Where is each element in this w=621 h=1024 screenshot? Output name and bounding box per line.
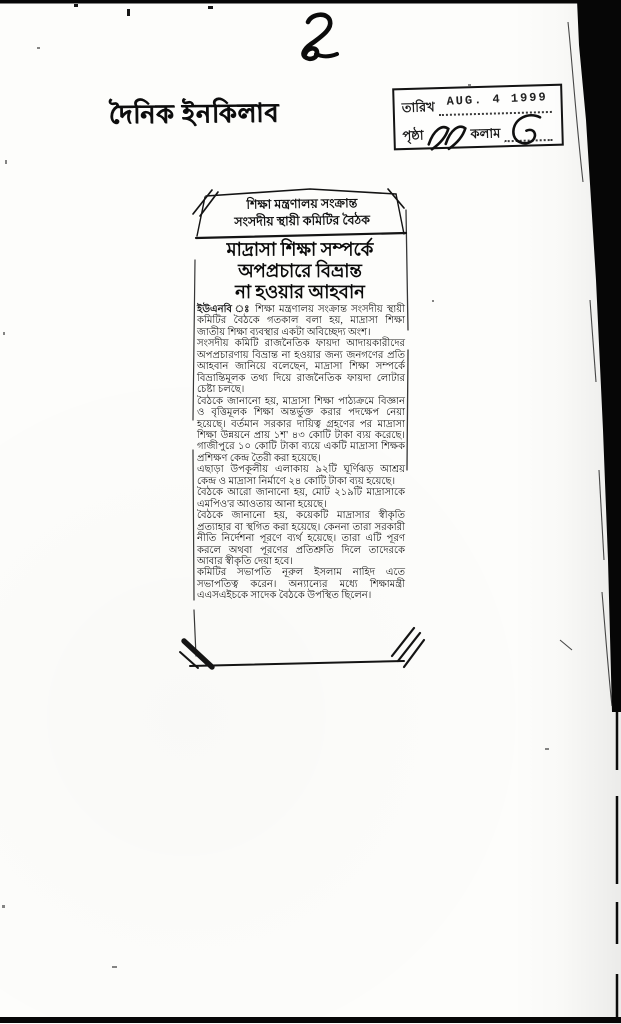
scan-speck — [37, 47, 40, 49]
scan-speck — [2, 905, 5, 908]
article-paragraph: সংসদীয় কমিটি রাজনৈতিক ফায়দা আদায়কারীদের অপপ্রচারণায় বিভ্রান্ত না হওয়ার জন্য জনগণের প্রতি আহবান জানিয়ে বলেছেন, মাদ্রাসা শিক্ষা সম্পর্কে বিভ্রান্তিমূলক তথ্য দিয়ে রাজনৈতিক ফায়দা লোটার চেষ্টা চলছে। — [197, 338, 405, 396]
newspaper-masthead: দৈনিক ইনকিলাব — [108, 99, 280, 130]
page-label: পৃষ্ঠা — [402, 127, 424, 144]
article-paragraph — [197, 304, 405, 338]
headline-line-1: মাদ্রাসা শিক্ষা সম্পর্কে — [226, 239, 374, 260]
handwritten-serial-number — [292, 10, 350, 64]
kicker-line-2: সংসদীয় স্থায়ী কমিটির বৈঠক — [234, 212, 370, 229]
scan-speck — [3, 332, 5, 335]
stamp-page-row — [402, 118, 556, 150]
handwritten-column-number-icon — [506, 111, 551, 150]
scan-speck — [112, 966, 117, 968]
scan-speck — [5, 160, 7, 164]
article-paragraph: কমিটির সভাপতি নূরুল ইসলাম নাহিদ এতে সভাপতিত্ব করেন। অন্যান্যের মধ্যে শিক্ষামন্ত্রী এএসএইচকে সাদেক বৈঠকে উপস্থিত ছিলেন। — [197, 567, 405, 602]
archive-stamp-box — [392, 84, 564, 151]
handwritten-page-number-icon — [425, 117, 472, 154]
headline-line-3: না হওয়ার আহবান — [235, 281, 365, 302]
article-paragraph: এছাড়া উপকূলীয় এলাকায় ৯২টি ঘূর্ণিঝড় আশ্রয় কেন্দ্র ও মাদ্রাসা নির্মাণে ২৪ কোটি টাকা ব্যয় হয়েছে। — [197, 464, 405, 487]
date-label: তারিখ — [401, 99, 435, 116]
article-paragraph: বৈঠকে জানানো হয়, কয়েকটি মাদ্রাসার স্বীকৃতি প্রত্যাহার বা স্থগিত করা হয়েছে। কেননা তারা সরকারী নীতি নির্দেশনা পূরণে ব্যর্থ হয়েছে। তারা এটি পূরণ করলে অথবা পূরণের প্রতিশ্রুতি দিলে তাদেরকে আবার স্বীকৃতি দেয়া হবে। — [197, 510, 405, 567]
byline: ইউএনবি ঃ — [197, 304, 252, 315]
scan-speck — [545, 748, 549, 750]
scan-speck — [468, 84, 471, 86]
column-dotted-line — [504, 127, 553, 142]
article-paragraph: বৈঠকে জানানো হয়, মাদ্রাসা শিক্ষা পাঠ্যক্রমে বিজ্ঞান ও বৃত্তিমূলক শিক্ষা অন্তর্ভুক্ত করার পদক্ষেপ নেয়া হয়েছে। বর্তমান সরকার দায়িত্ব গ্রহণের পর মাদ্রাসা শিক্ষা উন্নয়নে প্রায় ১শ' ৪৩ কোটি টাকা ব্যয় করেছে। গাজীপুরে ১০ কোটি টাকা ব্যয়ে একটি মাদ্রাসা শিক্ষক প্রশিক্ষণ কেন্দ্র তৈরী করা হয়েছে। — [197, 395, 405, 464]
article-body — [197, 304, 405, 602]
scan-speck — [432, 300, 434, 302]
paragraph-text: শিক্ষা মন্ত্রণালয় সংক্রান্ত সংসদীয় স্থায়ী কমিটির বৈঠকে গতকাল বলা হয়, মাদ্রাসা শিক্ষা জাতীয় শিক্ষা ব্যবস্থার একটা অবিচ্ছেদ্য অংশ। — [197, 304, 405, 338]
kicker-line-1: শিক্ষা মন্ত্রণালয় সংক্রান্ত — [246, 196, 358, 212]
page-value-area — [427, 129, 467, 144]
article-headline — [192, 239, 408, 302]
article-paragraph: বৈঠকে আরো জানানো হয়, মোট ২১৯টি মাদ্রাসাকে এমপিও'র আওতায় আনা হয়েছে। — [197, 487, 405, 510]
article-kicker — [206, 195, 398, 231]
handwritten-two-icon — [292, 10, 350, 64]
column-label: কলাম — [470, 125, 501, 142]
headline-line-2: অপপ্রচারে বিভ্রান্ত — [238, 260, 362, 281]
date-stamp-value: AUG. 4 1999 — [446, 90, 548, 109]
